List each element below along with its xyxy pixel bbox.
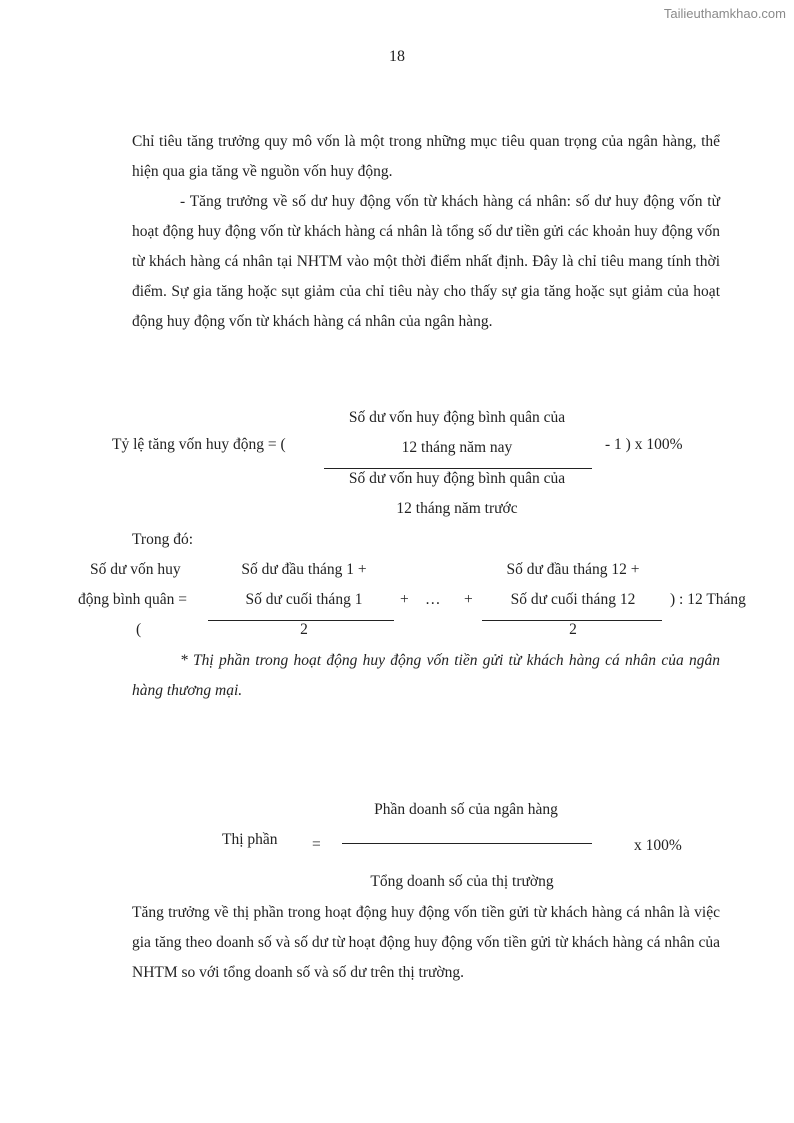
formula1-numerator-line1: Số dư vốn huy động bình quân của [348, 409, 566, 426]
formula3-numerator: Phần doanh số của ngân hàng [374, 801, 558, 818]
formula3-suffix: x 100% [634, 837, 682, 854]
market-share-heading: * Thị phần trong hoạt động huy động vốn tiền gửi từ khách hàng cá nhân của ngân hàng thương mại. [132, 652, 720, 699]
paragraph-growth-scale: Chỉ tiêu tăng trưởng quy mô vốn là một trong những mục tiêu quan trọng của ngân hàng, thể hiện qua gia tăng về nguồn vốn huy động. [132, 133, 720, 180]
formula3-label: Thị phần [222, 831, 278, 848]
formula2-label-line2: động bình quân = [78, 591, 188, 608]
paragraph-deposit-balance: - Tăng trưởng về số dư huy động vốn từ khách hàng cá nhân: số dư huy động vốn từ hoạt động huy động vốn từ khách hàng cá nhân là tổng số dư tiền gửi các khoản huy động vốn từ khách hàng cá nhân tại NHTM vào một thời điểm nhất định. Đây là chỉ tiêu mang tính thời điểm. Sự gia tăng hoặc sụt giảm của chỉ tiêu này cho thấy sự gia tăng hoặc sụt giảm của hoạt động huy động vốn từ khách hàng cá nhân của ngân hàng. [132, 193, 720, 330]
plus-sign-2: + [464, 591, 473, 608]
formula2-suffix: ) : 12 Tháng [670, 591, 746, 608]
fraction1-denominator: 2 [300, 621, 308, 638]
formula1-label: Tỷ lệ tăng vốn huy động = ( [112, 436, 286, 453]
formula1-fraction-bar [324, 468, 592, 469]
fraction1-numerator-line1: Số dư đầu tháng 1 + [241, 561, 367, 578]
formula1-denominator-line2: 12 tháng năm trước [396, 500, 518, 517]
formula1-suffix: - 1 ) x 100% [605, 436, 683, 453]
ellipsis: … [425, 591, 441, 608]
formula3-equals: = [312, 836, 321, 853]
fraction1-numerator-line2: Số dư cuối tháng 1 [245, 591, 363, 608]
formula2-label-line3: ( [136, 621, 142, 638]
where-label: Trong đó: [132, 531, 194, 548]
formula3-denominator: Tổng doanh số của thị trường [370, 873, 554, 890]
fraction2-numerator-line2: Số dư cuối tháng 12 [510, 591, 636, 608]
fraction2-numerator-line1: Số dư đầu tháng 12 + [506, 561, 640, 578]
formula3-fraction-bar [342, 843, 592, 844]
plus-sign-1: + [400, 591, 409, 608]
fraction2-denominator: 2 [569, 621, 577, 638]
paragraph-market-share-growth: Tăng trưởng về thị phần trong hoạt động huy động vốn tiền gửi từ khách hàng cá nhân là việc gia tăng theo doanh số và số dư từ hoạt động huy động vốn tiền gửi từ khách hàng cá nhân của NHTM so với tổng doanh số và số dư trên thị trường. [132, 904, 720, 981]
formula2-label-line1: Số dư vốn huy [90, 561, 181, 578]
formula1-numerator-line2: 12 tháng năm nay [401, 439, 513, 456]
formula1-denominator-line1: Số dư vốn huy động bình quân của [348, 470, 566, 487]
page-number: 18 [389, 48, 405, 65]
watermark: Tailieuthamkhao.com [663, 6, 786, 21]
